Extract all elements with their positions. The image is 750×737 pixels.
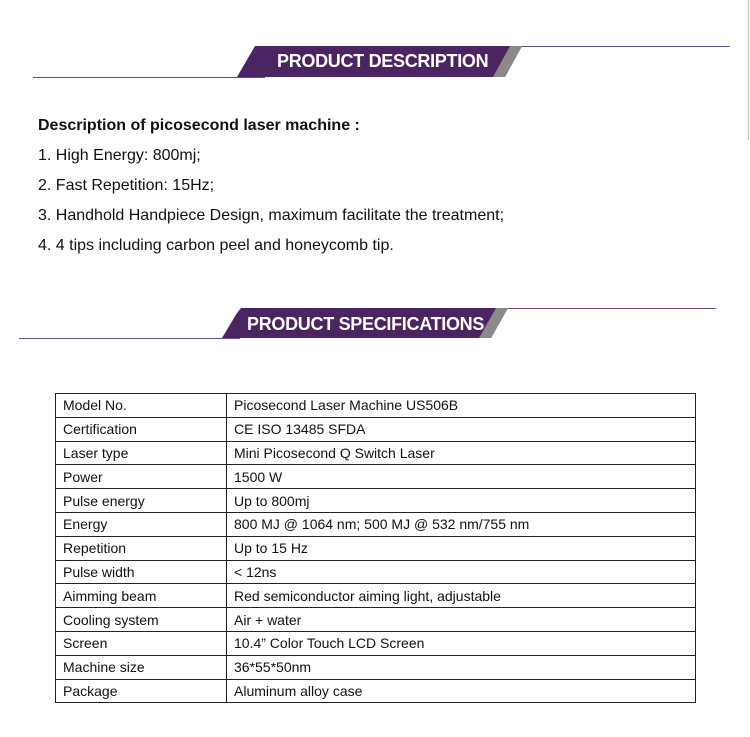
spec-value: Up to 15 Hz — [227, 536, 696, 560]
table-row — [56, 536, 696, 560]
table-row — [56, 465, 696, 489]
spec-label: Laser type — [56, 441, 227, 465]
spec-value: Red semiconductor aiming light, adjustable — [227, 584, 696, 608]
spec-value: Air + water — [227, 608, 696, 632]
spec-label: Machine size — [56, 655, 227, 679]
spec-label: Aimming beam — [56, 584, 227, 608]
spec-label: Pulse energy — [56, 489, 227, 513]
table-row — [56, 679, 696, 703]
spec-label: Power — [56, 465, 227, 489]
list-item: 2. Fast Repetition: 15Hz; — [38, 177, 215, 194]
description-block — [38, 115, 504, 265]
spec-value: 1500 W — [227, 465, 696, 489]
spec-label: Pulse width — [56, 560, 227, 584]
spec-value: Up to 800mj — [227, 489, 696, 513]
section-header-specifications — [0, 300, 750, 340]
table-row — [56, 489, 696, 513]
list-item: 1. High Energy: 800mj; — [38, 147, 201, 164]
spec-label: Model No. — [56, 394, 227, 418]
spec-value: Picosecond Laser Machine US506B — [227, 394, 696, 418]
list-item: 3. Handhold Handpiece Design, maximum facilitate the treatment; — [38, 207, 505, 224]
table-row — [56, 512, 696, 536]
spec-value: 36*55*50nm — [227, 655, 696, 679]
table-row — [56, 441, 696, 465]
specifications-table — [55, 393, 696, 703]
spec-value: Aluminum alloy case — [227, 679, 696, 703]
table-row — [56, 608, 696, 632]
section-title: PRODUCT DESCRIPTION — [277, 51, 489, 71]
table-row — [56, 631, 696, 655]
table-row — [56, 560, 696, 584]
table-row — [56, 584, 696, 608]
table-row — [56, 655, 696, 679]
spec-value: < 12ns — [227, 560, 696, 584]
spec-label: Energy — [56, 512, 227, 536]
spec-label: Package — [56, 679, 227, 703]
table-row — [56, 417, 696, 441]
section-header-description — [0, 40, 750, 80]
spec-value: Mini Picosecond Q Switch Laser — [227, 441, 696, 465]
spec-value: CE ISO 13485 SFDA — [227, 417, 696, 441]
table-row — [56, 394, 696, 418]
list-item: 4. 4 tips including carbon peel and honeycomb tip. — [38, 237, 394, 254]
spec-label: Certification — [56, 417, 227, 441]
spec-label: Repetition — [56, 536, 227, 560]
section-title: PRODUCT SPECIFICATIONS — [247, 314, 485, 334]
description-heading: Description of picosecond laser machine : — [38, 117, 360, 134]
spec-label: Screen — [56, 631, 227, 655]
spec-value: 800 MJ @ 1064 nm; 500 MJ @ 532 nm/755 nm — [227, 512, 696, 536]
spec-label: Cooling system — [56, 608, 227, 632]
spec-value: 10.4” Color Touch LCD Screen — [227, 631, 696, 655]
